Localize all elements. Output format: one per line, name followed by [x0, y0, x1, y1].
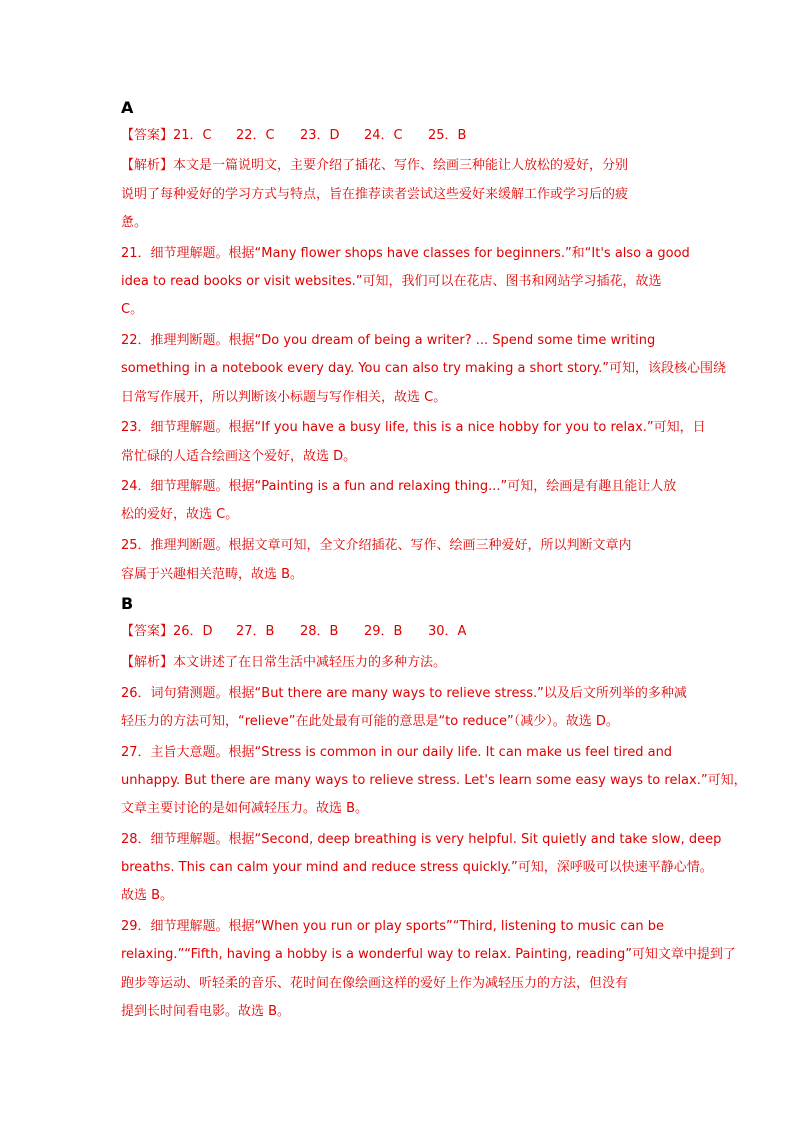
section-heading-a: A	[121, 98, 134, 117]
item-line: something in a notebook every day. You can also try making a short story.”可知，该段核心围绕	[121, 361, 726, 376]
answer-item: 23．D	[300, 128, 340, 143]
item-line: 松的爱好，故选 C。	[121, 507, 239, 522]
item-line: 24．细节理解题。根据“Painting is a fun and relaxing thing...”可知，绘画是有趣且能让人放	[121, 479, 677, 494]
item-line: 26．词句猜测题。根据“But there are many ways to relieve stress.”以及后文所列举的多种减	[121, 686, 687, 701]
item-line: 27．主旨大意题。根据“Stress is common in our daily life. It can make us feel tired and	[121, 745, 673, 760]
item-line: 常忙碌的人适合绘画这个爱好，故选 D。	[121, 449, 357, 464]
item-line: C。	[121, 302, 144, 317]
item-line: 日常写作展开，所以判断该小标题与写作相关，故选 C。	[121, 390, 447, 405]
item-line: 25．推理判断题。根据文章可知，全文介绍插花、写作、绘画三种爱好，所以判断文章内	[121, 538, 632, 553]
answer-item: 25．B	[428, 128, 467, 143]
answer-label: 【答案】	[121, 128, 174, 143]
item-line: 22．推理判断题。根据“Do you dream of being a writer? ... Spend some time writing	[121, 333, 656, 348]
item-line: 文章主要讨论的是如何减轻压力。故选 B。	[121, 801, 369, 816]
item-line: 容属于兴趣相关范畴，故选 B。	[121, 567, 304, 582]
item-line: idea to read books or visit websites.”可知，我们可以在花店、图书和网站学习插花，故选	[121, 274, 662, 289]
item-line: relaxing.”“Fifth, having a hobby is a wonderful way to relax. Painting, reading”可知文章中提到了	[121, 947, 736, 962]
answer-item: 27．B	[236, 624, 275, 639]
answer-item: 24．C	[364, 128, 403, 143]
item-line: 29．细节理解题。根据“When you run or play sports”“Third, listening to music can be	[121, 919, 664, 934]
item-line: 21．细节理解题。根据“Many flower shops have classes for beginners.”和“It's also a good	[121, 246, 690, 261]
analysis-line: 说明了每种爱好的学习方式与特点，旨在推荐读者尝试这些爱好来缓解工作或学习后的疲	[121, 187, 629, 202]
answer-item: 30．A	[428, 624, 467, 639]
analysis-line: 惫。	[121, 215, 148, 230]
item-line: 轻压力的方法可知，“relieve”在此处最有可能的意思是“to reduce”（减少）。故选 D。	[121, 714, 619, 729]
section-heading-b: B	[121, 594, 134, 613]
item-line: 故选 B。	[121, 888, 174, 903]
answer-item: 29．B	[364, 624, 403, 639]
answer-item: 28．B	[300, 624, 339, 639]
item-line: 28．细节理解题。根据“Second, deep breathing is very helpful. Sit quietly and take slow, deep	[121, 832, 722, 847]
answer-line-a	[121, 124, 466, 143]
answer-item: 22．C	[236, 128, 275, 143]
answer-item: 21．C	[173, 128, 212, 143]
answer-item: 26．D	[173, 624, 213, 639]
item-line: 23．细节理解题。根据“If you have a busy life, this is a nice hobby for you to relax.”可知，日	[121, 420, 706, 435]
item-line: breaths. This can calm your mind and reduce stress quickly.”可知，深呼吸可以快速平静心情。	[121, 860, 713, 875]
item-line: unhappy. But there are many ways to relieve stress. Let's learn some easy ways to relax.”可知，	[121, 773, 747, 788]
item-line: 跑步等运动、听轻柔的音乐、花时间在像绘画这样的爱好上作为减轻压力的方法，但没有	[121, 976, 629, 991]
item-line: 提到长时间看电影。故选 B。	[121, 1004, 291, 1019]
analysis-line: 【解析】本文讲述了在日常生活中减轻压力的多种方法。	[121, 655, 447, 670]
analysis-line: 【解析】本文是一篇说明文，主要介绍了插花、写作、绘画三种能让人放松的爱好，分别	[121, 158, 629, 173]
answer-line-b	[121, 620, 466, 639]
answer-label: 【答案】	[121, 624, 174, 639]
